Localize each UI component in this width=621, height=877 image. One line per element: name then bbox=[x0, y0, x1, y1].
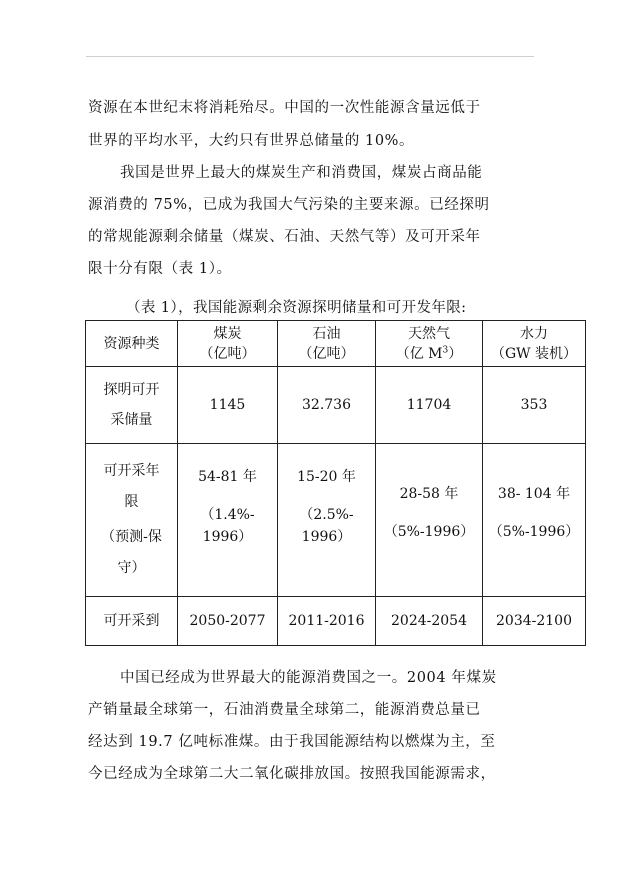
text-line: 我国是世界上最大的煤炭生产和消费国，煤炭占商品能 bbox=[120, 165, 483, 181]
years-basis: 1996） bbox=[202, 529, 253, 545]
header-hydro-unit: （GW 装机） bbox=[490, 345, 578, 362]
row-label-line: 探明可开 bbox=[103, 382, 160, 398]
header-gas-unit-sup: 3 bbox=[442, 344, 449, 355]
header-gas-unit-prefix: （亿 M bbox=[395, 345, 443, 362]
header-coal-name: 煤炭 bbox=[213, 325, 242, 342]
text-line: 产销量最全球第一，石油消费量全球第二，能源消费总量已 bbox=[88, 702, 481, 718]
table-row-until bbox=[86, 597, 586, 646]
cell-reserves-hydro: 353 bbox=[483, 367, 586, 444]
text-line: 的常规能源剩余储量（煤炭、石油、天然气等）及可开采年 bbox=[88, 229, 481, 245]
cell-reserves-gas: 11704 bbox=[376, 367, 483, 444]
years-basis: （2.5%- bbox=[299, 507, 354, 523]
row-label-line: 限 bbox=[124, 494, 139, 510]
header-hydro-name: 水力 bbox=[520, 325, 548, 342]
row-label-until: 可开采到 bbox=[86, 597, 178, 646]
cell-until-oil: 2011-2016 bbox=[278, 597, 376, 646]
text-line: 中国已经成为世界最大的能源消费国之一。2004 年煤炭 bbox=[120, 670, 497, 686]
years-range: 38- 104 年 bbox=[497, 486, 571, 502]
row-label-reserves bbox=[86, 367, 178, 444]
page-header-rule bbox=[86, 56, 534, 57]
header-coal bbox=[178, 321, 278, 367]
text-line: 今已经成为全球第二大二氧化碳排放国。按照我国能源需求， bbox=[88, 766, 496, 782]
header-oil-unit: （亿吨） bbox=[298, 345, 355, 362]
table-row-years bbox=[86, 444, 586, 597]
cell-until-gas: 2024-2054 bbox=[376, 597, 483, 646]
header-gas-unit bbox=[378, 344, 480, 364]
row-label-line: （预测-保 bbox=[101, 529, 162, 545]
cell-reserves-oil: 32.736 bbox=[278, 367, 376, 444]
years-range: 15-20 年 bbox=[297, 469, 356, 485]
cell-years-hydro bbox=[483, 444, 586, 597]
header-resource-type: 资源种类 bbox=[86, 321, 178, 367]
text-line: 限十分有限（表 1）。 bbox=[88, 261, 232, 277]
text-line: 世界的平均水平，大约只有世界总储量的 10%。 bbox=[88, 133, 415, 149]
row-label-years bbox=[86, 444, 178, 597]
cell-until-hydro: 2034-2100 bbox=[483, 597, 586, 646]
text-line: 源消费的 75%，已成为我国大气污染的主要来源。已经探明 bbox=[88, 197, 490, 213]
spacer bbox=[180, 488, 275, 504]
header-gas bbox=[376, 321, 483, 367]
spacer bbox=[280, 488, 373, 504]
years-basis: （1.4%- bbox=[200, 507, 255, 523]
energy-reserves-table bbox=[85, 320, 586, 646]
header-gas-name: 天然气 bbox=[408, 325, 450, 342]
text-line: 经达到 19.7 亿吨标准煤。由于我国能源结构以燃煤为主，至 bbox=[88, 734, 496, 750]
years-basis: （5%-1996） bbox=[383, 524, 475, 540]
cell-years-gas bbox=[376, 444, 483, 597]
table-row-reserves bbox=[86, 367, 586, 444]
cell-years-oil bbox=[278, 444, 376, 597]
years-range: 28-58 年 bbox=[399, 486, 459, 502]
years-basis: 1996） bbox=[301, 529, 352, 545]
row-label-line: 可开采年 bbox=[103, 463, 160, 479]
table-header-row bbox=[86, 321, 586, 367]
cell-reserves-coal: 1145 bbox=[178, 367, 278, 444]
cell-years-coal bbox=[178, 444, 278, 597]
row-label-line: 守） bbox=[117, 560, 146, 576]
spacer bbox=[485, 505, 583, 521]
spacer bbox=[378, 505, 480, 521]
header-hydro bbox=[483, 321, 586, 367]
text-line: 资源在本世纪末将消耗殆尽。中国的一次性能源含量远低于 bbox=[88, 100, 481, 116]
years-range: 54-81 年 bbox=[198, 469, 257, 485]
header-coal-unit: （亿吨） bbox=[199, 345, 256, 362]
table-caption: （表 1），我国能源剩余资源探明储量和可开发年限: bbox=[126, 300, 467, 316]
header-oil-name: 石油 bbox=[312, 325, 341, 342]
header-oil bbox=[278, 321, 376, 367]
cell-until-coal: 2050-2077 bbox=[178, 597, 278, 646]
header-gas-unit-suffix: ） bbox=[448, 345, 463, 362]
row-label-line: 采储量 bbox=[110, 412, 153, 428]
years-basis: （5%-1996） bbox=[488, 524, 580, 540]
